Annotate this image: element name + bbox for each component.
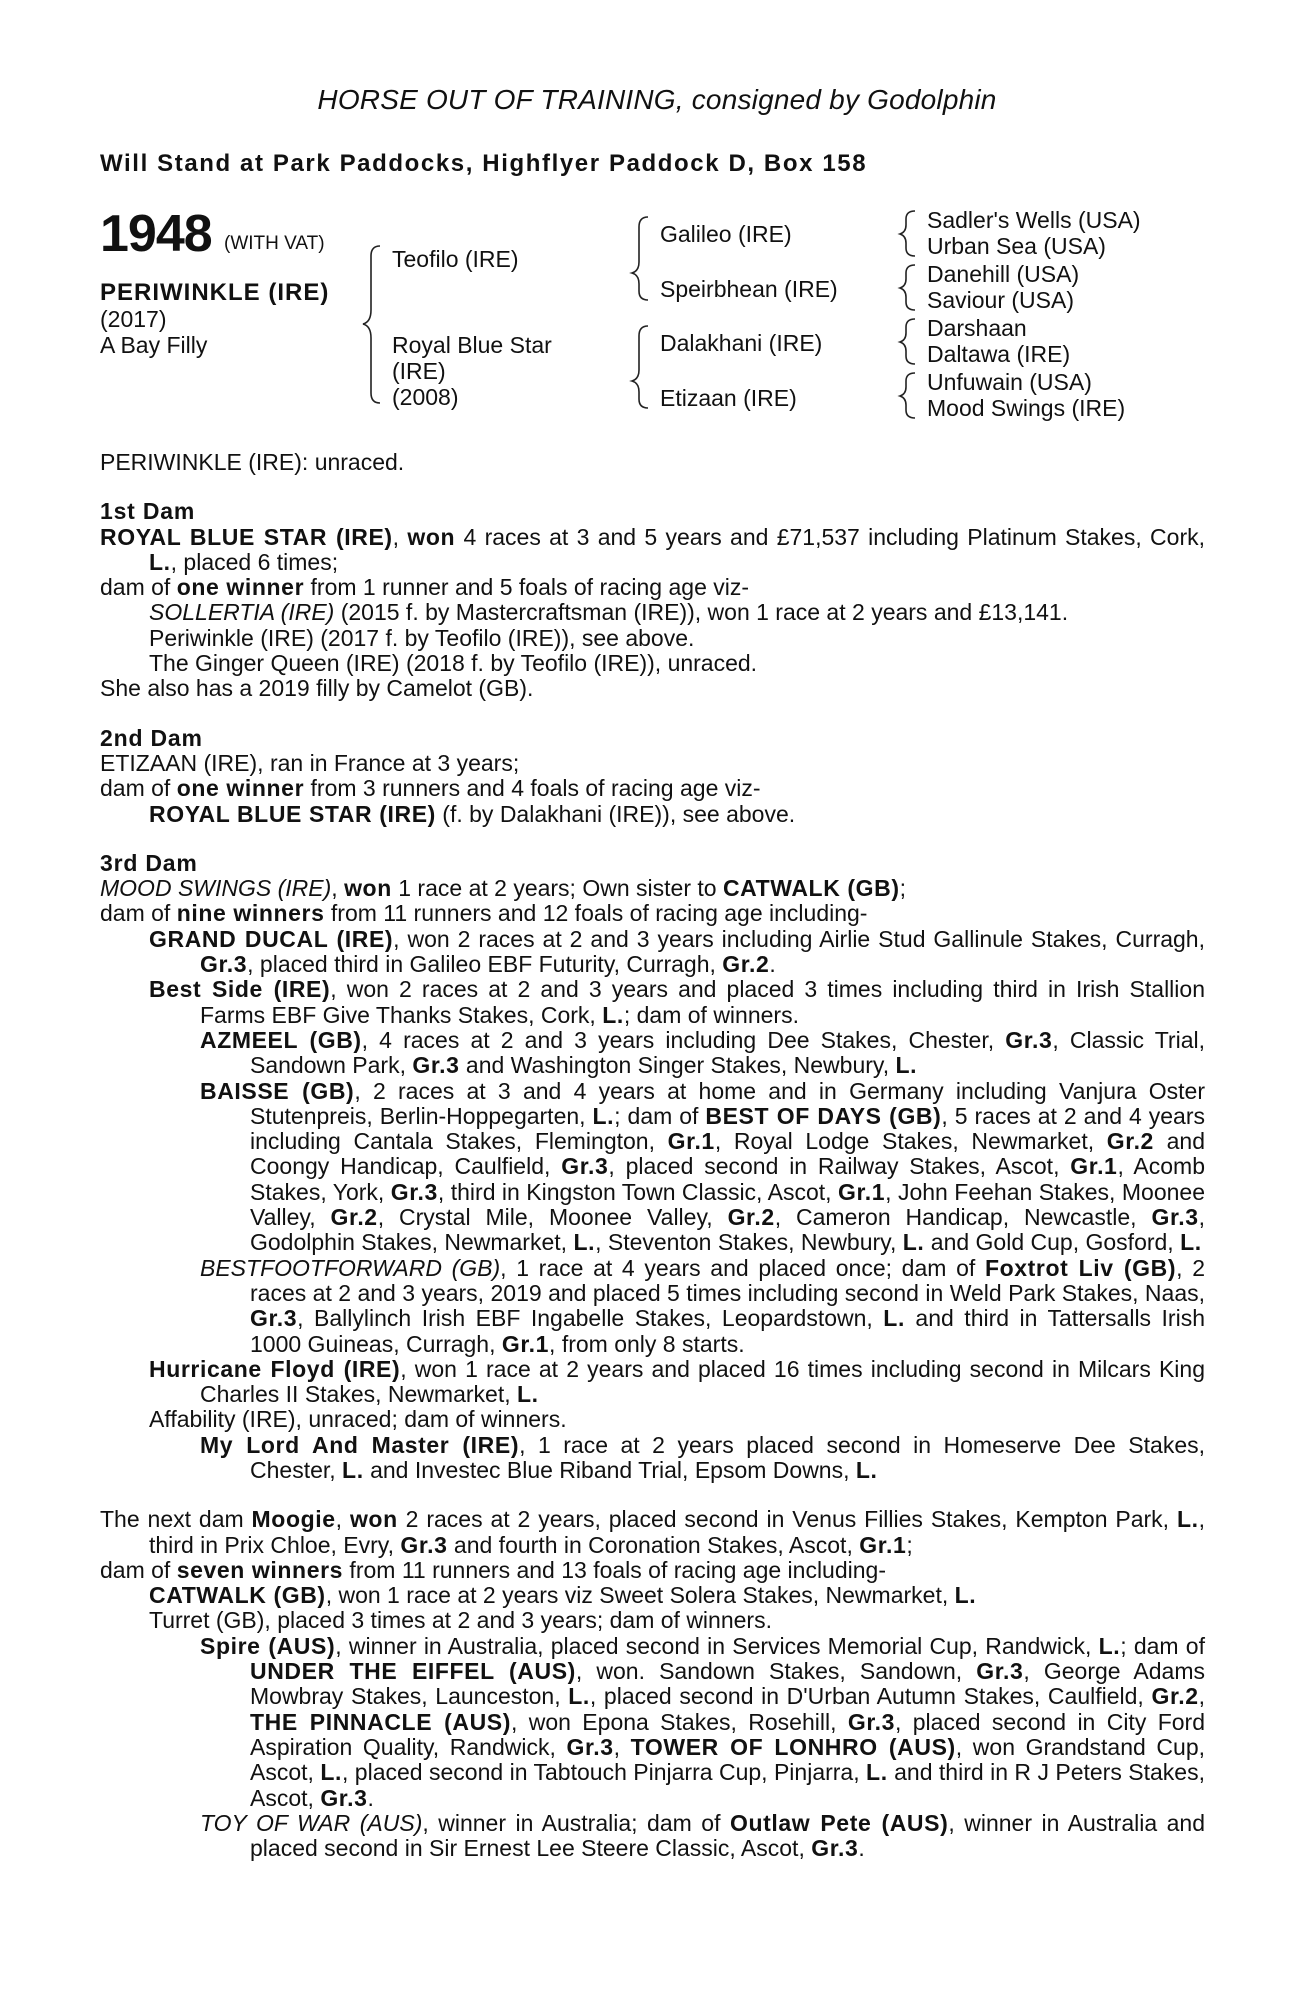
pedigree-gen3-1: Sadler's Wells (USA) bbox=[927, 207, 1141, 233]
horse-description: A Bay Filly bbox=[100, 332, 208, 358]
dam4-gd-toy-of-war: TOY OF WAR (AUS), winner in Australia; dam of Outlaw Pete (AUS), winner in Australia and placed second in Sir Ernest Lee Steere Classic, Ascot, Gr.3. bbox=[200, 1809, 1206, 1862]
pedigree-gen3-6: Daltawa (IRE) bbox=[927, 341, 1071, 367]
dam4-gd-spire: Spire (AUS), winner in Australia, placed second in Services Memorial Cup, Randwick, L.; dam of UNDER THE EIFFEL (AUS), won. Sandown Stakes, Sandown, Gr.3, George Adams Mowbray Stakes, Launceston, L., placed second in D'Urban Autumn Stakes, Caulfield, Gr.2, THE PINNACLE (AUS), won Epona Stakes, Rosehill, Gr.3, placed second in City Ford Aspiration Quality, Randwick, Gr.3, TOWER OF LONHRO (AUS), won Grandstand Cup, Ascot, L., placed second in Tabtouch Pinjarra Cup, Pinjarra, L. and third in R J Peters Stakes, Ascot, Gr.3. bbox=[200, 1632, 1206, 1811]
pedigree-gen3-5: Darshaan bbox=[927, 315, 1027, 341]
dam3-produce-best-side: Best Side (IRE), won 2 races at 2 and 3 years and placed 3 times including third in Irish Stallion Farms EBF Give Thanks Stakes, Cork, L.; dam of winners. bbox=[149, 976, 1205, 1028]
dam4-produce-turret: Turret (GB), placed 3 times at 2 and 3 years; dam of winners. bbox=[149, 1607, 772, 1634]
pedigree-gen3-3: Danehill (USA) bbox=[927, 261, 1080, 287]
dam3-produce-summary: dam of nine winners from 11 runners and 12 foals of racing age including- bbox=[100, 900, 868, 927]
dam3-gd-bestfootforward: BESTFOOTFORWARD (GB), 1 race at 4 years and placed once; dam of Foxtrot Liv (GB), 2 races at 2 and 3 years, 2019 and placed 5 times including second in Weld Park Stakes, Naas, Gr.3, Ballylinch Irish EBF Ingabelle Stakes, Leopardstown, L. and third in Tattersalls Irish 1000 Guineas, Curragh, Gr.1, from only 8 starts. bbox=[200, 1254, 1205, 1357]
dam3-produce-affability: Affability (IRE), unraced; dam of winners. bbox=[149, 1406, 567, 1433]
dam1-heading: 1st Dam bbox=[100, 498, 196, 525]
page-title: HORSE OUT OF TRAINING, consigned by Godolphin bbox=[317, 84, 997, 115]
pedigree-dam-country: (IRE) bbox=[392, 358, 446, 384]
dam3-entry: MOOD SWINGS (IRE), won 1 race at 2 years; Own sister to CATWALK (GB); bbox=[100, 875, 907, 902]
dam3-gd-my-lord-and-master: My Lord And Master (IRE), 1 race at 2 years placed second in Homeserve Dee Stakes, Chester, L. and Investec Blue Riband Trial, Epsom Downs, L. bbox=[200, 1431, 1206, 1483]
dam3-gd-azmeel: AZMEEL (GB), 4 races at 2 and 3 years including Dee Stakes, Chester, Gr.3, Classic Trial, Sandown Park, Gr.3 and Washington Singer Stakes, Newbury, L. bbox=[200, 1026, 1205, 1079]
pedigree-sire-dam: Speirbhean (IRE) bbox=[660, 276, 838, 302]
dam2-entry: ETIZAAN (IRE), ran in France at 3 years; bbox=[100, 749, 520, 776]
dam3-produce-grand-ducal: GRAND DUCAL (IRE), won 2 races at 2 and 3 years including Airlie Stud Gallinule Stakes, Curragh, Gr.3, placed third in Galileo EBF Futurity, Curragh, Gr.2. bbox=[149, 925, 1205, 978]
dam4-produce-catwalk: CATWALK (GB), won 1 race at 2 years viz Sweet Solera Stakes, Newmarket, L. bbox=[149, 1582, 977, 1609]
dam2-heading: 2nd Dam bbox=[100, 724, 203, 751]
vat-note: (WITH VAT) bbox=[224, 233, 325, 254]
dam1-note: She also has a 2019 filly by Camelot (GB). bbox=[100, 675, 534, 702]
pedigree-gen3-7: Unfuwain (USA) bbox=[927, 369, 1092, 395]
catalogue-body bbox=[100, 450, 1205, 1861]
pedigree-dam-year: (2008) bbox=[392, 384, 459, 410]
pedigree-gen3-8: Mood Swings (IRE) bbox=[927, 395, 1126, 421]
dam3-produce-hurricane-floyd: Hurricane Floyd (IRE), won 1 race at 2 years and placed 16 times including second in Milcars King Charles II Stakes, Newmarket, L. bbox=[149, 1355, 1205, 1408]
pedigree-dam-sire: Dalakhani (IRE) bbox=[660, 330, 823, 356]
dam4-entry: The next dam Moogie, won 2 races at 2 years, placed second in Venus Fillies Stakes, Kempton Park, L., third in Prix Chloe, Evry, Gr.3 and fourth in Coronation Stakes, Ascot, Gr.1; bbox=[100, 1506, 1205, 1558]
dam1-produce-summary: dam of one winner from 1 runner and 5 foals of racing age viz- bbox=[100, 574, 750, 601]
dam1-produce-1: SOLLERTIA (IRE) (2015 f. by Mastercraftsman (IRE)), won 1 race at 2 years and £13,141. bbox=[149, 599, 1069, 626]
pedigree-sire: Teofilo (IRE) bbox=[392, 246, 519, 272]
dam4-produce-summary: dam of seven winners from 11 runners and 13 foals of racing age including- bbox=[100, 1556, 886, 1583]
dam1-produce-3: The Ginger Queen (IRE) (2018 f. by Teofilo (IRE)), unraced. bbox=[149, 650, 758, 677]
pedigree-gen3-4: Saviour (USA) bbox=[927, 287, 1074, 313]
lot-number: 1948 bbox=[100, 205, 212, 263]
horse-name: PERIWINKLE (IRE) bbox=[100, 279, 330, 306]
dam3-heading: 3rd Dam bbox=[100, 849, 198, 876]
stand-location: Will Stand at Park Paddocks, Highflyer Paddock D, Box 158 bbox=[100, 150, 868, 177]
dam2-produce-summary: dam of one winner from 3 runners and 4 foals of racing age viz- bbox=[100, 775, 761, 802]
pedigree-dam-name: Royal Blue Star bbox=[392, 332, 552, 358]
pedigree-dam bbox=[392, 332, 552, 410]
pedigree-sire-sire: Galileo (IRE) bbox=[660, 221, 792, 247]
pedigree-dam-dam: Etizaan (IRE) bbox=[660, 385, 797, 411]
dam3-gd-baisse: BAISSE (GB), 2 races at 3 and 4 years at home and in Germany including Vanjura Oster Stutenpreis, Berlin-Hoppegarten, L.; dam of BEST OF DAYS (GB), 5 races at 2 and 4 years including Cantala Stakes, Flemington, Gr.1, Royal Lodge Stakes, Newmarket, Gr.2 and Coongy Handicap, Caulfield, Gr.3, placed second in Railway Stakes, Ascot, Gr.1, Acomb Stakes, York, Gr.3, third in Kingston Town Classic, Ascot, Gr.1, John Feehan Stakes, Moonee Valley, Gr.2, Crystal Mile, Moonee Valley, Gr.2, Cameron Handicap, Newcastle, Gr.3, Godolphin Stakes, Newmarket, L., Steventon Stakes, Newbury, L. and Gold Cup, Gosford, L. bbox=[200, 1077, 1206, 1256]
horse-year: (2017) bbox=[100, 306, 167, 332]
dam2-produce-1: ROYAL BLUE STAR (IRE) (f. by Dalakhani (IRE)), see above. bbox=[149, 800, 796, 827]
dam1-entry: ROYAL BLUE STAR (IRE), won 4 races at 3 and 5 years and £71,537 including Platinum Stakes, Cork, L., placed 6 times; bbox=[100, 523, 1205, 575]
dam1-produce-2: Periwinkle (IRE) (2017 f. by Teofilo (IRE)), see above. bbox=[149, 624, 695, 651]
intro-line: PERIWINKLE (IRE): unraced. bbox=[100, 449, 405, 475]
pedigree-gen3-2: Urban Sea (USA) bbox=[927, 233, 1106, 259]
